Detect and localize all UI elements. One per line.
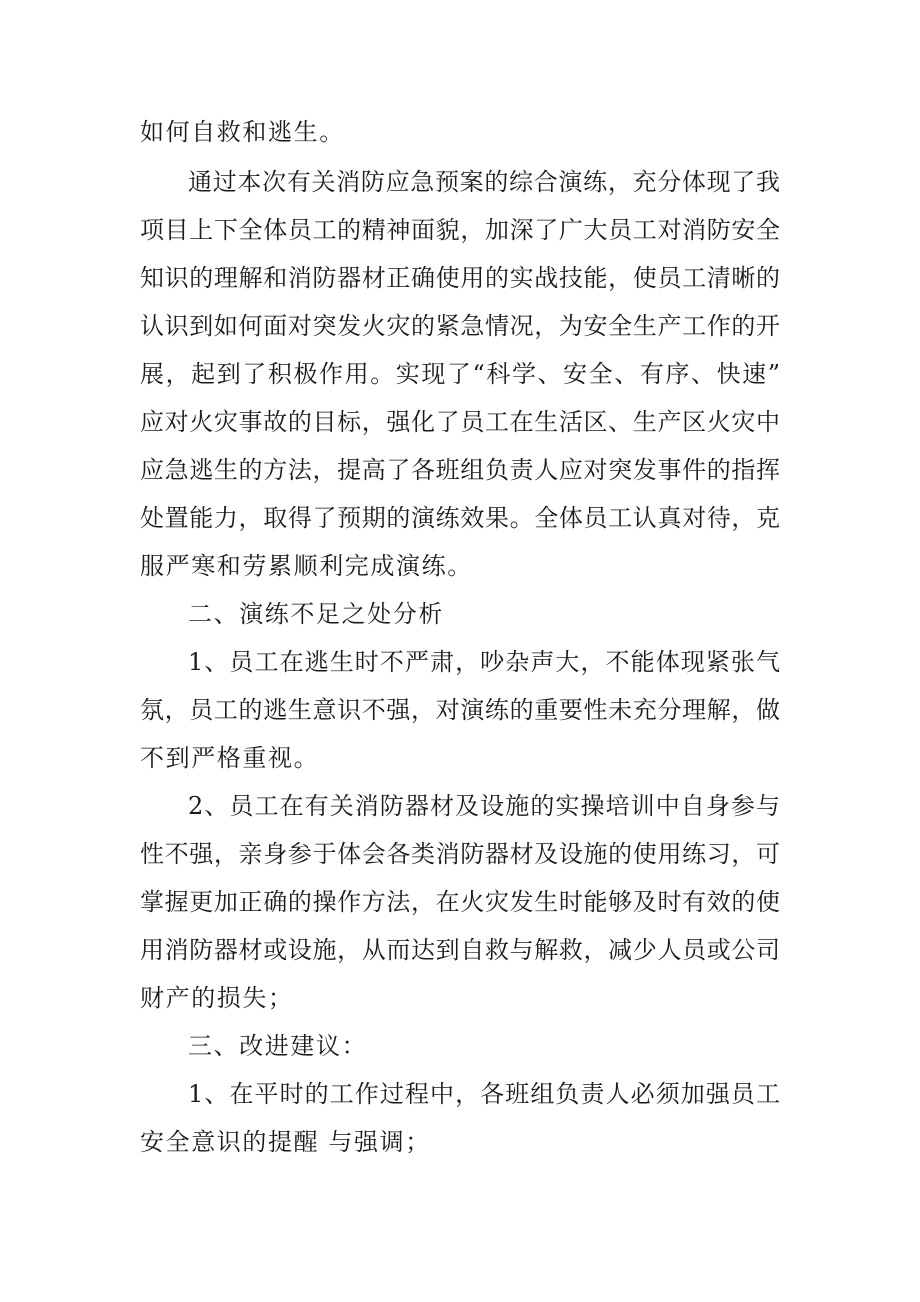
text-line-12: 1、员工在逃生时不严肃，吵杂声大，不能体现紧张气	[188, 648, 780, 676]
text-line-18: 用消防器材或设施，从而达到自救与解救，减少人员或公司	[140, 936, 780, 964]
text-line-5: 认识到如何面对突发火灾的紧急情况，为安全生产工作的开	[140, 312, 780, 340]
text-line-6: 展，起到了积极作用。实现了“科学、安全、有序、快速”	[140, 360, 780, 388]
text-line-16: 性不强，亲身参于体会各类消防器材及设施的使用练习，可	[140, 840, 780, 868]
text-line-4: 知识的理解和消防器材正确使用的实战技能，使员工清晰的	[140, 264, 780, 292]
text-line-21: 1、在平时的工作过程中，各班组负责人必须加强员工	[188, 1080, 780, 1108]
text-line-14: 不到严格重视。	[140, 744, 320, 772]
section-heading-2: 二、演练不足之处分析	[188, 600, 444, 628]
text-line-8: 应急逃生的方法，提高了各班组负责人应对突发事件的指挥	[140, 456, 780, 484]
text-line-1: 如何自救和逃生。	[140, 118, 345, 146]
text-line-13: 氛，员工的逃生意识不强，对演练的重要性未充分理解，做	[140, 696, 780, 724]
text-line-9: 处置能力，取得了预期的演练效果。全体员工认真对待，克	[140, 504, 780, 532]
text-line-2: 通过本次有关消防应急预案的综合演练，充分体现了我	[188, 168, 780, 196]
text-line-10: 服严寒和劳累顺利完成演练。	[140, 552, 473, 580]
text-line-7: 应对火灾事故的目标，强化了员工在生活区、生产区火灾中	[140, 408, 780, 436]
text-line-17: 掌握更加正确的操作方法，在火灾发生时能够及时有效的使	[140, 888, 780, 916]
section-heading-3: 三、改进建议：	[188, 1032, 368, 1060]
text-line-3: 项目上下全体员工的精神面貌，加深了广大员工对消防安全	[140, 216, 780, 244]
text-line-22: 安全意识的提醒 与强调；	[140, 1128, 431, 1156]
text-line-15: 2、员工在有关消防器材及设施的实操培训中自身参与	[188, 792, 780, 820]
text-line-19: 财产的损失；	[140, 984, 294, 1012]
